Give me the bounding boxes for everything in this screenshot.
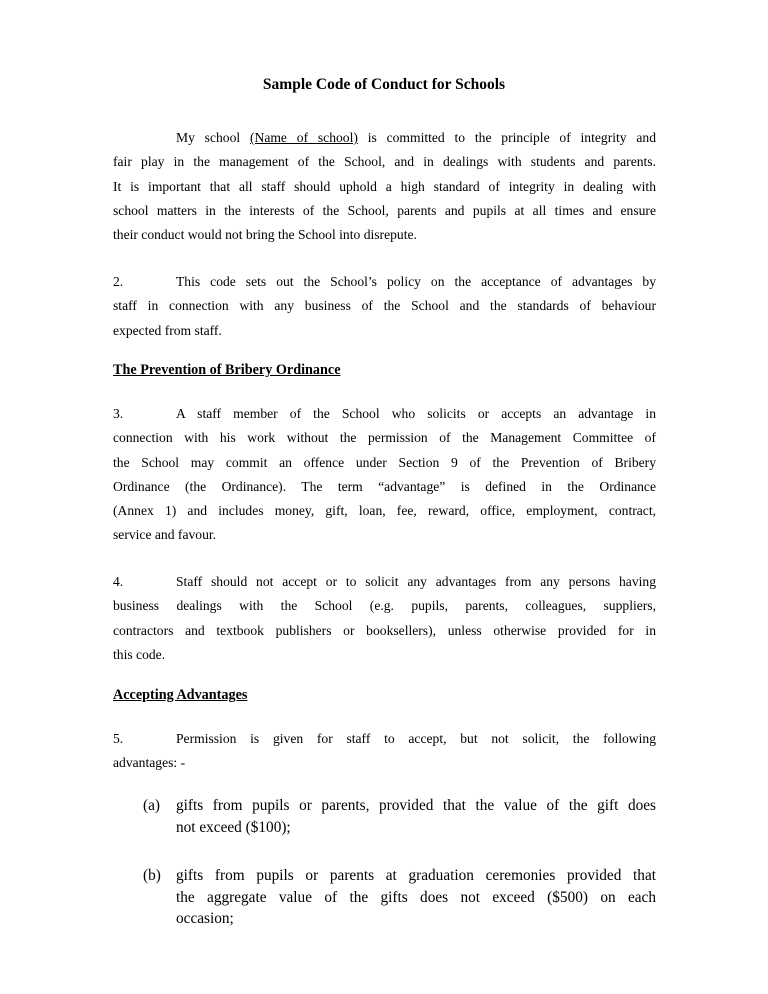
- paragraph-3: [113, 402, 656, 548]
- p5-text-1: Permission is given for staff to accept, but not solicit, the following: [176, 731, 656, 746]
- item-a-line-2: not exceed ($100);: [176, 818, 291, 836]
- intro-line-2: fair play in the management of the School, and in dealings with students and parents.: [113, 154, 656, 170]
- paragraph-2: [113, 270, 656, 343]
- list-item-label: (a): [143, 797, 160, 814]
- p3-line-6: service and favour.: [113, 527, 217, 543]
- list-item-b: [143, 865, 656, 930]
- school-name-placeholder: (Name of school): [249, 130, 358, 145]
- p2-line-1: [113, 270, 656, 294]
- section-heading-bribery-ordinance: The Prevention of Bribery Ordinance: [113, 362, 341, 378]
- list-item-text: [176, 795, 656, 838]
- item-a-line-1: gifts from pupils or parents, provided that the value of the gift does: [176, 797, 656, 814]
- paragraph-4: [113, 570, 656, 667]
- p3-text-1: A staff member of the School who solicits or accepts an advantage in: [176, 406, 656, 421]
- p2-line-3: expected from staff.: [113, 322, 222, 338]
- item-b-line-1: gifts from pupils or parents at graduation ceremonies provided that: [176, 867, 656, 884]
- p3-line-5: (Annex 1) and includes money, gift, loan, fee, reward, office, employment, contract,: [113, 503, 656, 519]
- item-b-line-2: the aggregate value of the gifts does not exceed ($500) on each: [176, 888, 656, 906]
- p3-line-2: connection with his work without the permission of the Management Committee of: [113, 430, 656, 446]
- p3-line-1: [113, 402, 656, 426]
- intro-line-3: It is important that all staff should uphold a high standard of integrity in dealing with: [113, 178, 656, 194]
- intro-text-a: My school: [176, 130, 250, 145]
- p5-line-1: [113, 727, 656, 751]
- page-title: Sample Code of Conduct for Schools: [262, 76, 506, 93]
- section-heading-accepting-advantages: Accepting Advantages: [113, 687, 248, 703]
- p5-number: 5.: [113, 731, 124, 746]
- p2-line-2: staff in connection with any business of the School and the standards of behaviour: [113, 298, 656, 314]
- intro-line-5: their conduct would not bring the School into disrepute.: [113, 227, 417, 243]
- p2-text-1: This code sets out the School’s policy on the acceptance of advantages by: [176, 274, 656, 289]
- intro-line-1: [113, 126, 656, 150]
- list-item-label: (b): [143, 867, 161, 884]
- intro-line-4: school matters in the interests of the School, parents and pupils at all times and ensure: [113, 202, 656, 218]
- p3-line-4: Ordinance (the Ordinance). The term “advantage” is defined in the Ordinance: [113, 478, 656, 494]
- p4-number: 4.: [113, 574, 124, 589]
- list-item-text: [176, 865, 656, 930]
- item-b-line-3: occasion;: [176, 910, 234, 927]
- p5-line-2: advantages: -: [113, 755, 186, 771]
- p4-line-2: business dealings with the School (e.g. pupils, parents, colleagues, suppliers,: [113, 598, 656, 614]
- p3-line-3: the School may commit an offence under Section 9 of the Prevention of Bribery: [113, 454, 656, 470]
- p4-line-4: this code.: [113, 646, 166, 662]
- p4-line-3: contractors and textbook publishers or booksellers), unless otherwise provided for in: [113, 622, 656, 638]
- intro-paragraph: [113, 126, 656, 247]
- p3-number: 3.: [113, 406, 124, 421]
- p4-text-1: Staff should not accept or to solicit any advantages from any persons having: [176, 574, 656, 589]
- list-item-a: [143, 795, 656, 838]
- p4-line-1: [113, 570, 656, 594]
- intro-text-b: is committed to the principle of integrity and: [357, 130, 657, 145]
- p2-number: 2.: [113, 274, 124, 289]
- paragraph-5: [113, 727, 656, 776]
